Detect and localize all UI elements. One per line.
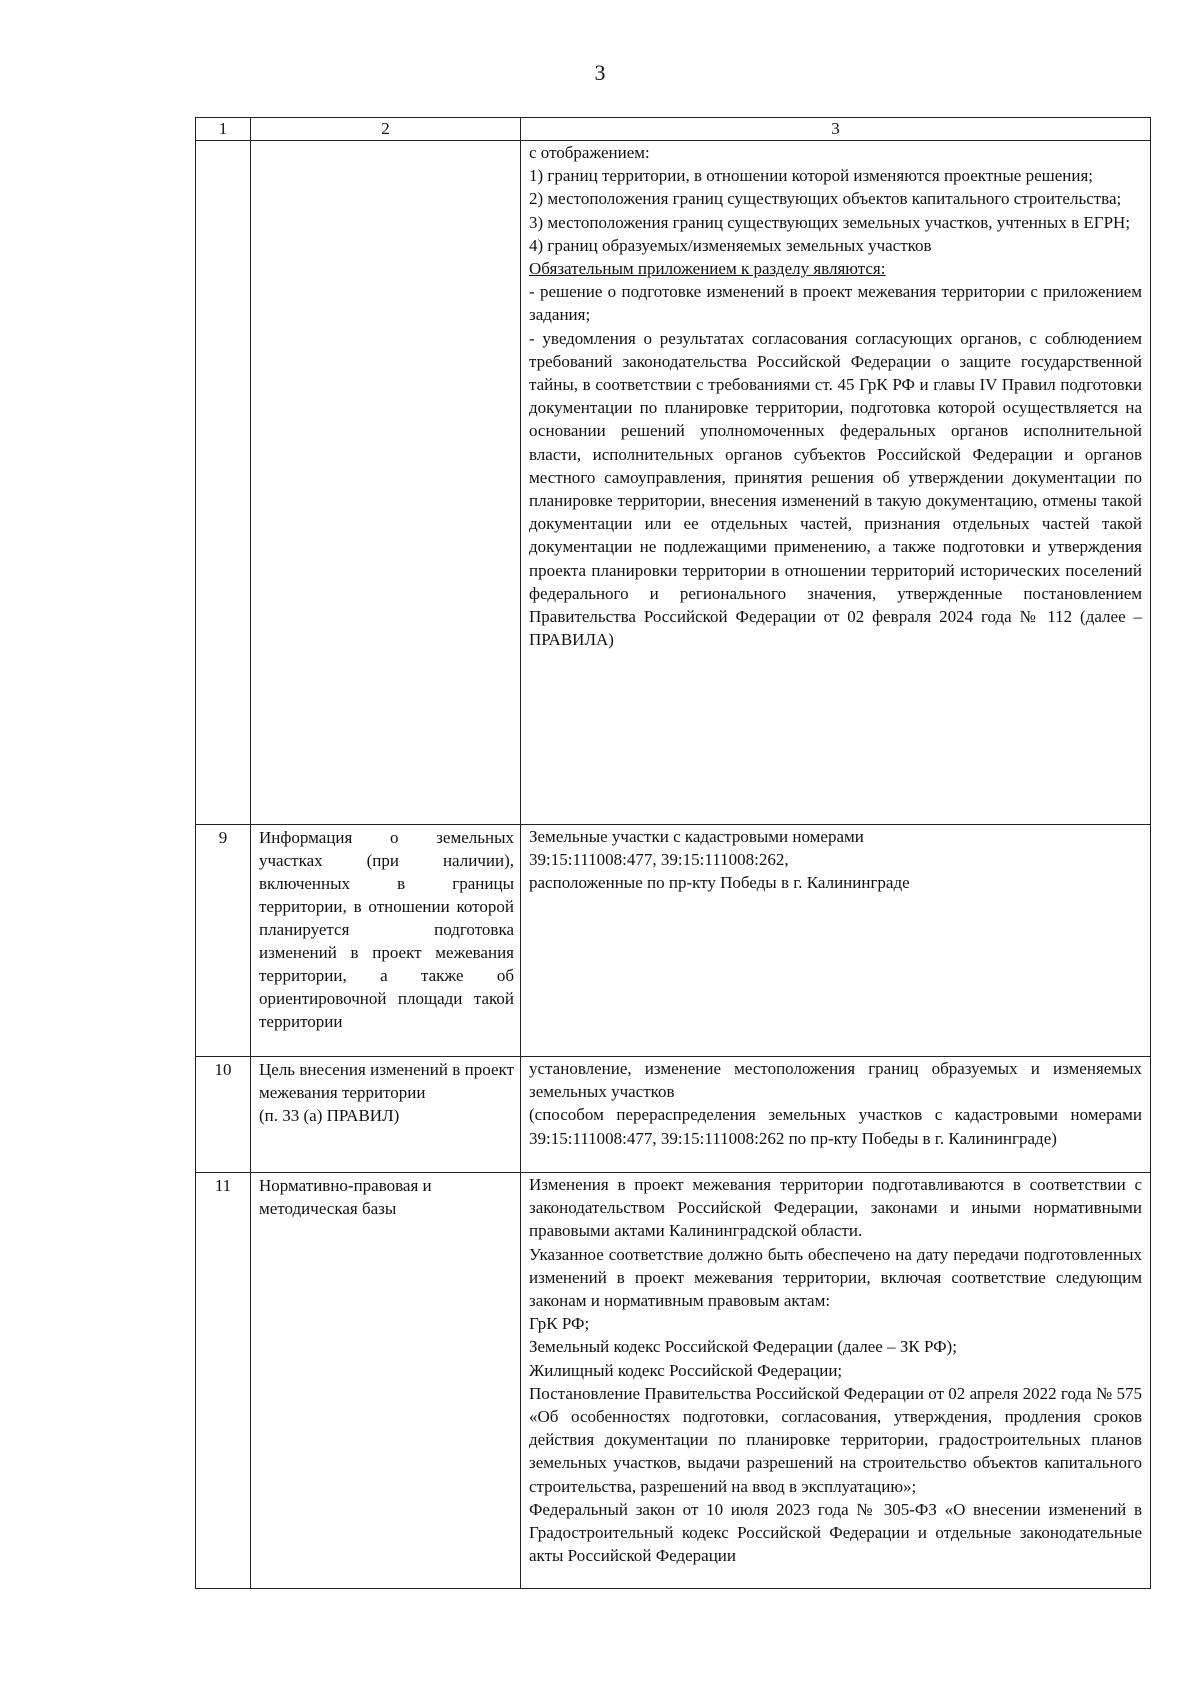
row-content-line: Жилищный кодекс Российской Федерации; — [529, 1360, 843, 1380]
row-content-line: Постановление Правительства Российской Федерации от 02 апреля 2022 года № 575 «Об особенностях подготовки, согласования, утверждения, продления сроков действия документации по планировке территории, градостроительных планов земельных участков, выдачи разрешений на строительство объектов капитального строительства, разрешений на ввод в эксплуатацию»; — [529, 1383, 1142, 1496]
header-col-3: 3 — [521, 118, 1151, 141]
row-content-line: 39:15:111008:477, 39:15:111008:262, — [529, 850, 789, 870]
cont-line: - решение о подготовке изменений в проект межевания территории с приложением задания; — [529, 282, 1142, 325]
row-content — [521, 1173, 1151, 1589]
row-content-line: Изменения в проект межевания территории подготавливаются в соответствии с законодательством Российской Федерации, законами и иными нормативными правовыми актами Калининградской области. — [529, 1175, 1142, 1241]
row-content-line: расположенные по пр-кту Победы в г. Калининграде — [529, 873, 910, 893]
page-number: 3 — [594, 60, 606, 85]
cont-line: 2) местоположения границ существующих объектов капитального строительства; — [529, 189, 1122, 209]
row-content-line: Земельный кодекс Российской Федерации (далее – ЗК РФ); — [529, 1337, 957, 1357]
continuation-num-cell — [196, 141, 251, 825]
cont-line: - уведомления о результатах согласования согласующих органов, с соблюдением требований законодательства Российской Федерации о защите государственной тайны, в соответствии с требованиями ст. 45 ГрК РФ и главы IV Правил подготовки документации по планировке территории, подготовка которой осуществляется на основании решений уполномоченных федеральных органов исполнительной власти, исполнительных органов субъектов Российской Федерации и органов местного самоуправления, принятия решения об утверждении документации по планировке территории, внесения изменений в такую документацию, отмены такой документации или ее отдельных частей, признания отдельных частей такой документации не подлежащими применению, а также подготовки и утверждения проекта планировки территории в отношении территорий исторических поселений федерального и регионального значения, утвержденные постановлением Правительства Российской Федерации от 02 февраля 2024 года № 112 (далее – ПРАВИЛА) — [529, 328, 1142, 650]
row-content-line: Указанное соответствие должно быть обеспечено на дату передачи подготовленных изменений в проект межевания территории, включая соответствие следующим законам и нормативным правовым актам: — [529, 1244, 1142, 1311]
row-content-line: Федеральный закон от 10 июля 2023 года № 305-ФЗ «О внесении изменений в Градостроительный кодекс Российской Федерации и отдельные законодательные акты Российской Федерации — [529, 1499, 1142, 1566]
row-label-text: Информация о земельных участках (при наличии), включенных в границы территории, в отношении которой планируется подготовка изменений в проект межевания территории, а также об ориентировочной площади такой территории — [259, 828, 514, 1031]
row-content — [521, 825, 1151, 1057]
continuation-col2-cell — [251, 141, 521, 825]
continuation-col3-cell — [521, 141, 1151, 825]
cont-line: с отображением: — [529, 143, 650, 162]
cont-line: 4) границ образуемых/изменяемых земельных участков — [529, 235, 932, 255]
table-row-11 — [196, 1173, 1151, 1589]
row-content-line: Земельные участки с кадастровыми номерами — [529, 827, 864, 846]
row-content-line: (способом перераспределения земельных участков с кадастровыми номерами 39:15:111008:477, 39:15:111008:262 по пр-кту Победы в г. Калининграде) — [529, 1105, 1142, 1148]
table-row-continuation — [196, 141, 1151, 825]
row-label — [251, 1173, 521, 1589]
row-label — [251, 825, 521, 1057]
requirements-table — [195, 117, 1151, 1589]
attachments-heading: Обязательным приложением к разделу являются: — [529, 259, 886, 279]
row-content-line: ГрК РФ; — [529, 1314, 590, 1334]
row-label — [251, 1057, 521, 1173]
row-content — [521, 1057, 1151, 1173]
row-number: 10 — [196, 1057, 251, 1173]
row-number: 11 — [196, 1173, 251, 1589]
table-header-row — [196, 118, 1151, 141]
row-label-text: Цель внесения изменений в проект межевания территории — [259, 1060, 514, 1102]
row-label-text: Нормативно-правовая и методическая базы — [259, 1176, 432, 1218]
row-label-ref: (п. 33 (а) ПРАВИЛ) — [259, 1106, 400, 1125]
table-row-10 — [196, 1057, 1151, 1173]
header-col-2: 2 — [251, 118, 521, 141]
cont-line: 1) границ территории, в отношении которой изменяются проектные решения; — [529, 166, 1093, 186]
table-row-9 — [196, 825, 1151, 1057]
cont-line: 3) местоположения границ существующих земельных участков, учтенных в ЕГРН; — [529, 212, 1131, 232]
header-col-1: 1 — [196, 118, 251, 141]
row-content-line: установление, изменение местоположения границ образуемых и изменяемых земельных участков — [529, 1059, 1142, 1102]
row-number: 9 — [196, 825, 251, 1057]
